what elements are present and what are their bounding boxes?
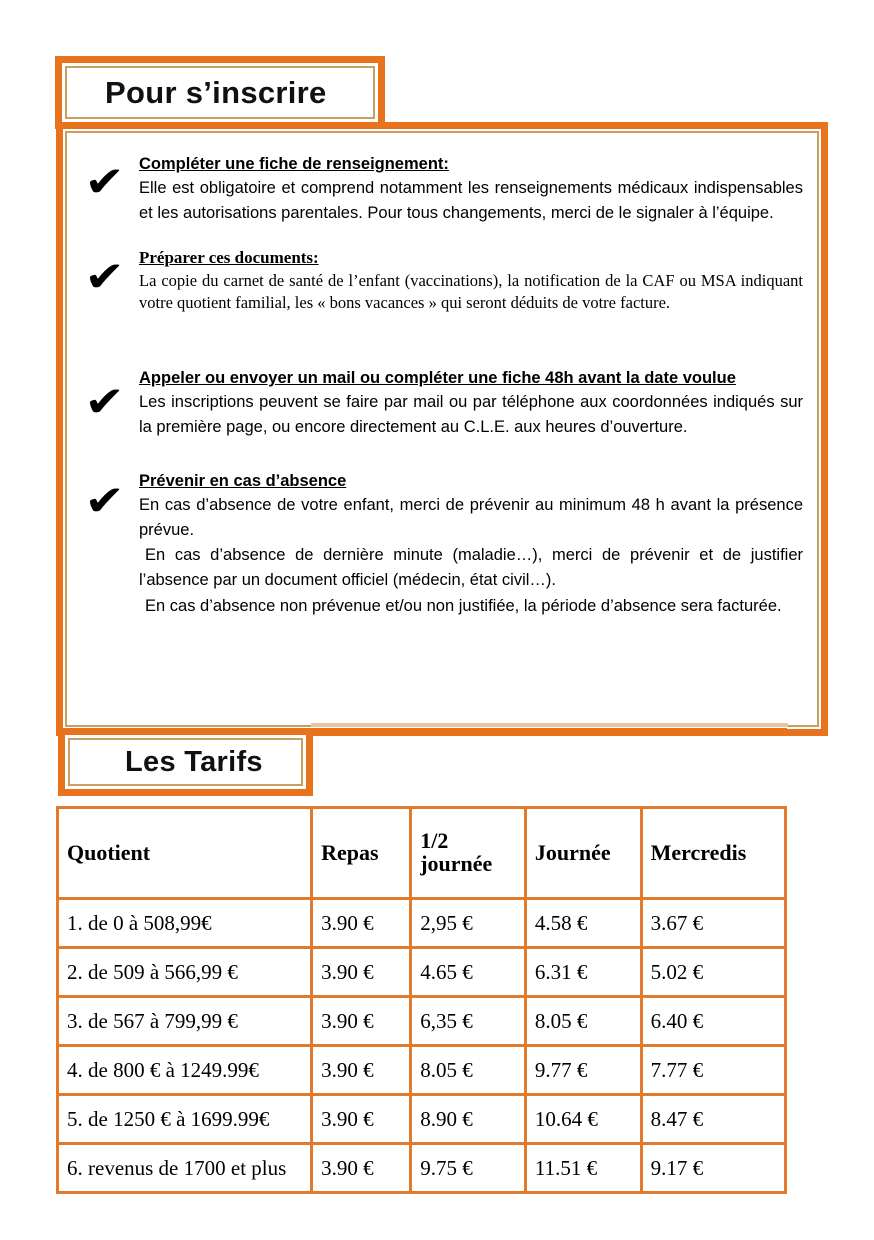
list-item-prevenir-absence xyxy=(77,472,803,618)
column-header-journee: Journée xyxy=(525,808,641,899)
cell-journee: 11.51 € xyxy=(525,1144,641,1193)
cell-repas: 3.90 € xyxy=(312,997,411,1046)
cell-repas: 3.90 € xyxy=(312,1046,411,1095)
column-header-demi-journee-line2: journée xyxy=(420,851,493,876)
check-mark-icon: ✔ xyxy=(84,377,125,427)
title-plate-inner-border xyxy=(65,66,375,119)
cell-demi-journee: 9.75 € xyxy=(411,1144,526,1193)
cell-repas: 3.90 € xyxy=(312,948,411,997)
cell-demi-journee: 6,35 € xyxy=(411,997,526,1046)
cell-demi-journee: 8.05 € xyxy=(411,1046,526,1095)
list-item-heading-text: Compléter une fiche de renseignement xyxy=(139,155,444,173)
column-header-demi-journee-line1: 1/2 xyxy=(420,827,449,853)
cell-repas: 3.90 € xyxy=(312,1095,411,1144)
inscription-panel-inner-border xyxy=(65,131,819,727)
cell-demi-journee: 8.90 € xyxy=(411,1095,526,1144)
column-header-repas: Repas xyxy=(312,808,411,899)
table-row xyxy=(58,1046,786,1095)
tarifs-header-accent-line xyxy=(311,723,788,727)
list-item-paragraph: En cas d’absence de dernière minute (maladie…), merci de prévenir et de justifier l’absence par un document officiel (médecin, état civil…). xyxy=(139,546,803,590)
cell-demi-journee: 2,95 € xyxy=(411,899,526,948)
column-header-demi-journee xyxy=(411,808,526,899)
table-row xyxy=(58,948,786,997)
cell-quotient: 3. de 567 à 799,99 € xyxy=(58,997,312,1046)
tarifs-table xyxy=(56,806,787,1194)
cell-journee: 6.31 € xyxy=(525,948,641,997)
cell-mercredis: 8.47 € xyxy=(641,1095,785,1144)
list-item-appeler-mail xyxy=(77,369,803,440)
cell-mercredis: 3.67 € xyxy=(641,899,785,948)
check-mark-icon: ✔ xyxy=(84,476,125,526)
cell-journee: 10.64 € xyxy=(525,1095,641,1144)
list-item-body xyxy=(139,493,803,618)
cell-mercredis: 6.40 € xyxy=(641,997,785,1046)
cell-quotient: 2. de 509 à 566,99 € xyxy=(58,948,312,997)
column-header-quotient: Quotient xyxy=(58,808,312,899)
section-title-plate-tarifs xyxy=(58,728,313,796)
list-item-body: Elle est obligatoire et comprend notamment les renseignements médicaux indispensables et les autorisations parentales. Pour tous changements, merci de le signaler à l’équipe. xyxy=(139,179,803,223)
check-mark-icon: ✔ xyxy=(84,157,125,206)
table-row xyxy=(58,1095,786,1144)
list-item-paragraph: En cas d’absence de votre enfant, merci de prévenir au minimum 48 h avant la présence prévue. xyxy=(139,496,803,540)
cell-journee: 9.77 € xyxy=(525,1046,641,1095)
table-header-row xyxy=(58,808,786,899)
title-plate-inner-border xyxy=(68,738,303,786)
list-item-heading-suffix: : xyxy=(443,155,449,173)
tarifs-header-strip xyxy=(311,728,787,736)
cell-journee: 4.58 € xyxy=(525,899,641,948)
cell-repas: 3.90 € xyxy=(312,899,411,948)
cell-quotient: 4. de 800 € à 1249.99€ xyxy=(58,1046,312,1095)
list-item-preparer-documents xyxy=(77,248,803,313)
cell-quotient: 5. de 1250 € à 1699.99€ xyxy=(58,1095,312,1144)
cell-journee: 8.05 € xyxy=(525,997,641,1046)
list-item-body: Les inscriptions peuvent se faire par mail ou par téléphone aux coordonnées indiqués sur la première page, ou encore directement au C.L.E. aux heures d’ouverture. xyxy=(139,393,803,437)
list-item-heading xyxy=(139,155,803,174)
tarifs-table-head xyxy=(58,808,786,899)
cell-quotient: 1. de 0 à 508,99€ xyxy=(58,899,312,948)
page-title-inscription: Pour s’inscrire xyxy=(105,74,327,110)
table-row xyxy=(58,1144,786,1193)
cell-repas: 3.90 € xyxy=(312,1144,411,1193)
list-item-heading: Appeler ou envoyer un mail ou compléter une fiche 48h avant la date voulue xyxy=(139,369,736,388)
inscription-panel xyxy=(56,122,828,736)
cell-mercredis: 5.02 € xyxy=(641,948,785,997)
table-row xyxy=(58,899,786,948)
list-item-heading: Préparer ces documents: xyxy=(139,248,319,268)
list-item-heading: Prévenir en cas d’absence xyxy=(139,472,347,491)
cell-quotient: 6. revenus de 1700 et plus xyxy=(58,1144,312,1193)
page-title-tarifs: Les Tarifs xyxy=(125,745,263,778)
tarifs-table-body xyxy=(58,899,786,1193)
column-header-mercredis: Mercredis xyxy=(641,808,785,899)
table-row xyxy=(58,997,786,1046)
list-item-body: La copie du carnet de santé de l’enfant (vaccinations), la notification de la CAF ou MSA indiquant votre quotient familial, les « bons vacances » qui seront déduits de votre facture. xyxy=(139,271,803,312)
cell-mercredis: 9.17 € xyxy=(641,1144,785,1193)
list-item-completer-fiche xyxy=(77,155,803,226)
section-title-plate-inscription xyxy=(55,56,385,129)
cell-mercredis: 7.77 € xyxy=(641,1046,785,1095)
cell-demi-journee: 4.65 € xyxy=(411,948,526,997)
list-item-paragraph: En cas d’absence non prévenue et/ou non justifiée, la période d’absence sera facturée. xyxy=(145,596,782,615)
check-mark-icon: ✔ xyxy=(84,252,125,302)
